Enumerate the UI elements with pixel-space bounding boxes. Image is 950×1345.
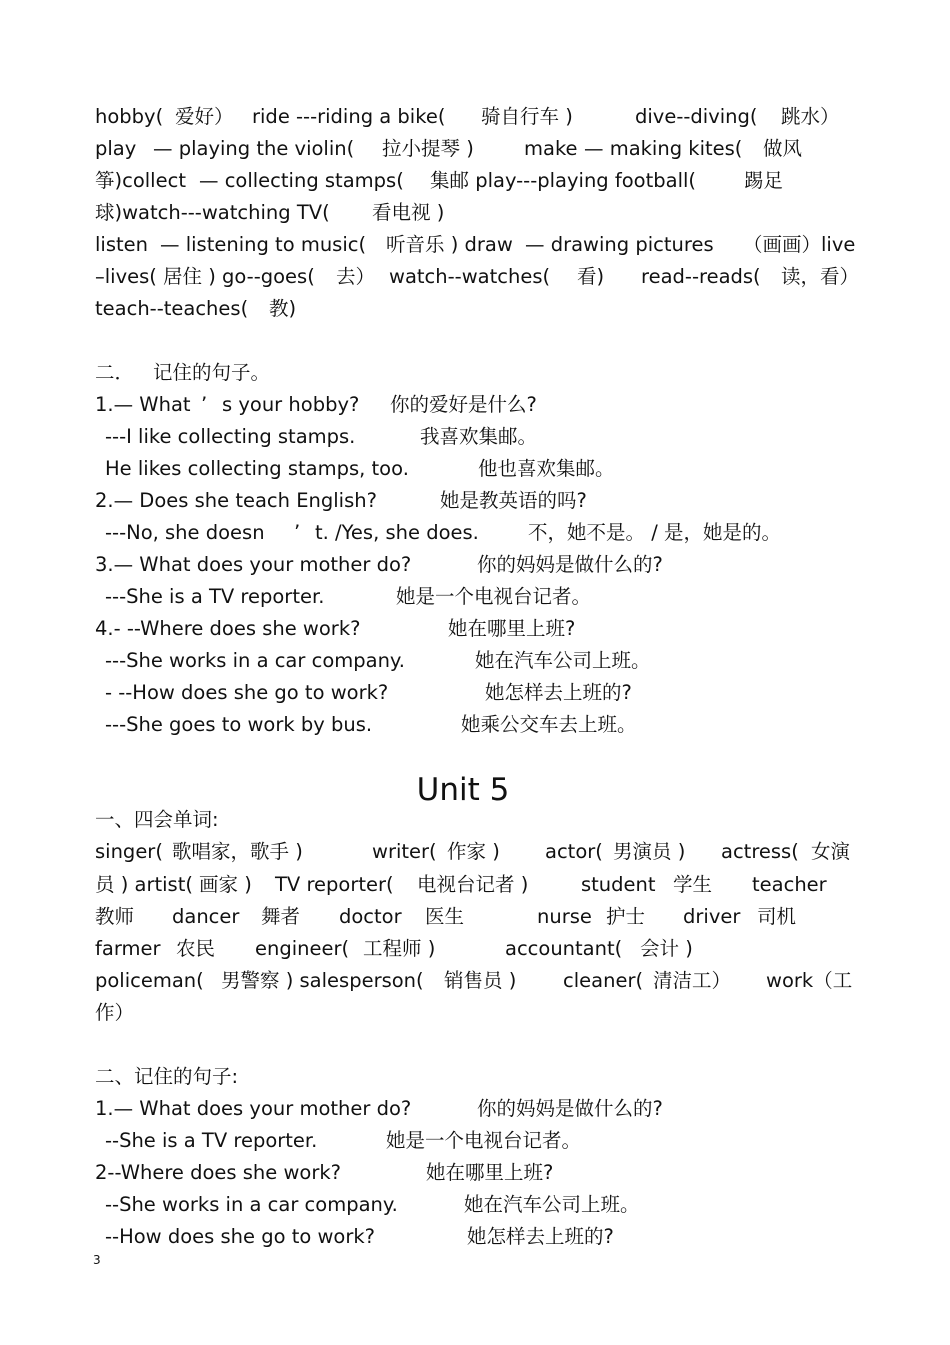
vocab-text: — collecting stamps( bbox=[199, 169, 404, 192]
vocab-text: 去） bbox=[336, 265, 376, 288]
vocab-text: 教师 bbox=[95, 905, 135, 928]
vocab-text: teacher bbox=[752, 873, 827, 896]
sentence-en: 1.— What does your mother do? bbox=[95, 1097, 412, 1120]
heading-number: 二． bbox=[95, 361, 135, 384]
vocab-text: singer( bbox=[95, 840, 163, 863]
vocab-text: 居住 ) go--goes( bbox=[163, 265, 315, 288]
vocab-text: read--reads( bbox=[641, 265, 761, 288]
vocab-text: 学生 bbox=[673, 873, 713, 896]
vocab-text: listen bbox=[95, 233, 148, 256]
vocab-text: 拉小提琴 ) bbox=[382, 137, 474, 160]
vocab-text: TV reporter( bbox=[275, 873, 394, 896]
sentence-zh: 她在汽车公司上班。 bbox=[464, 1193, 640, 1216]
vocab-text: 教) bbox=[269, 297, 297, 320]
vocab-text: 作） bbox=[95, 1001, 135, 1024]
vocab-text: dancer bbox=[172, 905, 240, 928]
sentence-zh: 你的妈妈是做什么的? bbox=[477, 553, 663, 576]
sentence-zh: 她在哪里上班? bbox=[426, 1161, 554, 1184]
vocab-text: 看) bbox=[577, 265, 605, 288]
unit-title: Unit 5 bbox=[416, 772, 510, 808]
sentence-en: ---She works in a car company. bbox=[105, 649, 405, 672]
sentence-zh: 她是教英语的吗? bbox=[440, 489, 587, 512]
vocab-text: work（工 bbox=[766, 969, 853, 992]
sentence-en: --She is a TV reporter. bbox=[105, 1129, 318, 1152]
sentence-en: s your hobby? bbox=[222, 393, 360, 416]
vocab-text: cleaner( bbox=[563, 969, 644, 992]
vocab-text: 电视台记者 ) bbox=[417, 873, 529, 896]
vocab-text: 骑自行车 ) bbox=[481, 105, 573, 128]
sentence-zh: 她乘公交车去上班。 bbox=[461, 713, 637, 736]
vocab-text: 舞者 bbox=[261, 905, 301, 928]
vocab-text: student bbox=[581, 873, 656, 896]
vocab-text: 司机 bbox=[757, 905, 797, 928]
vocab-text: — drawing pictures bbox=[525, 233, 714, 256]
vocab-text: — making kites( bbox=[584, 137, 743, 160]
vocab-text: teach--teaches( bbox=[95, 297, 249, 320]
vocab-text: 球)watch---watching TV( bbox=[95, 201, 330, 224]
sentence-en: 1.— What bbox=[95, 393, 191, 416]
vocab-text: engineer( bbox=[255, 937, 350, 960]
vocab-text: doctor bbox=[339, 905, 402, 928]
sentence-zh: 你的爱好是什么? bbox=[390, 393, 537, 416]
sentence-en: ---I like collecting stamps. bbox=[105, 425, 356, 448]
sentence-zh: 你的妈妈是做什么的? bbox=[477, 1097, 663, 1120]
apostrophe: ’ bbox=[201, 393, 208, 416]
vocab-text: — playing the violin( bbox=[153, 137, 355, 160]
vocab-text: 工程师 ) bbox=[363, 937, 436, 960]
sentence-zh: 她在汽车公司上班。 bbox=[475, 649, 651, 672]
sentence-en: - --How does she go to work? bbox=[105, 681, 389, 704]
vocab-text: 护士 bbox=[606, 905, 646, 928]
vocab-text: 医生 bbox=[425, 905, 465, 928]
sentence-zh: 她怎样去上班的? bbox=[467, 1225, 614, 1248]
vocab-text: ride ---riding a bike( bbox=[252, 105, 446, 128]
sentence-zh: 她在哪里上班? bbox=[448, 617, 576, 640]
sentence-en: 2.— Does she teach English? bbox=[95, 489, 377, 512]
sentence-zh: 她怎样去上班的? bbox=[485, 681, 632, 704]
vocab-text: 作家 ) bbox=[447, 840, 500, 863]
vocab-text: 筝)collect bbox=[95, 169, 186, 192]
sentence-zh: 他也喜欢集邮。 bbox=[478, 457, 615, 480]
sentence-en: --She works in a car company. bbox=[105, 1193, 398, 1216]
vocab-text: accountant( bbox=[505, 937, 623, 960]
vocab-text: 歌唱家，歌手 ) bbox=[172, 840, 303, 863]
vocab-line-6 bbox=[95, 1001, 135, 1049]
vocab-text: 女演 bbox=[811, 840, 851, 863]
vocab-text: 集邮 play---playing football( bbox=[430, 169, 697, 192]
vocab-text: 爱好） bbox=[175, 105, 234, 128]
sentence-en: ---She is a TV reporter. bbox=[105, 585, 325, 608]
sentence-en: 3.— What does your mother do? bbox=[95, 553, 412, 576]
sentence-zh: 我喜欢集邮。 bbox=[420, 425, 538, 448]
page-number: 3 bbox=[93, 1253, 101, 1267]
vocab-text: 踢足 bbox=[744, 169, 784, 192]
vocab-text: 看电视 ) bbox=[372, 201, 445, 224]
vocab-text: 画家 ) bbox=[199, 873, 252, 896]
vocab-text: 员 ) artist( bbox=[95, 873, 193, 896]
vocab-text: –lives( bbox=[95, 265, 157, 288]
vocab-text: 会计 ) bbox=[640, 937, 693, 960]
vocab-text: （画画）live bbox=[743, 233, 856, 256]
vocab-text: play bbox=[95, 137, 137, 160]
sentence-en: --How does she go to work? bbox=[105, 1225, 376, 1248]
sentence-zh: 她是一个电视台记者。 bbox=[386, 1129, 582, 1152]
heading-text: 一、四会单词: bbox=[95, 808, 219, 831]
vocab-text: 男警察 ) salesperson( bbox=[221, 969, 424, 992]
sentence-en: ---She goes to work by bus. bbox=[105, 713, 373, 736]
vocab-text: 销售员 ) bbox=[444, 969, 517, 992]
sentence-en: ---No, she doesn bbox=[105, 521, 265, 544]
vocab-text: farmer bbox=[95, 937, 161, 960]
vocab-text: actress( bbox=[721, 840, 799, 863]
sentence-zh: 她是一个电视台记者。 bbox=[396, 585, 592, 608]
sentence-en: He likes collecting stamps, too. bbox=[105, 457, 409, 480]
vocab-text: — listening to music( bbox=[160, 233, 367, 256]
sentence-en: 4.- --Where does she work? bbox=[95, 617, 361, 640]
vocab-text: 农民 bbox=[176, 937, 216, 960]
vocab-text: 跳水） bbox=[781, 105, 840, 128]
heading-text: 记住的句子。 bbox=[153, 361, 271, 384]
apostrophe: ’ bbox=[294, 521, 301, 544]
vocab-text: driver bbox=[683, 905, 741, 928]
vocab-line-7 bbox=[95, 297, 297, 369]
vocab-text: 读，看） bbox=[781, 265, 860, 288]
vocab-text: 男演员 ) bbox=[613, 840, 686, 863]
vocab-text: make bbox=[524, 137, 578, 160]
vocab-text: actor( bbox=[545, 840, 603, 863]
vocab-text: 做风 bbox=[763, 137, 803, 160]
vocab-text: watch--watches( bbox=[389, 265, 551, 288]
vocab-text: 听音乐 ) draw bbox=[386, 233, 513, 256]
vocab-text: hobby( bbox=[95, 105, 164, 128]
heading-text: 二、记住的句子: bbox=[95, 1065, 239, 1088]
sentence-zh: 不，她不是。 / 是，她是的。 bbox=[528, 521, 781, 544]
sentence-en: t. /Yes, she does. bbox=[315, 521, 479, 544]
vocab-text: 清洁工） bbox=[653, 969, 732, 992]
vocab-text: nurse bbox=[537, 905, 592, 928]
vocab-text: writer( bbox=[372, 840, 437, 863]
sentence-en: 2--Where does she work? bbox=[95, 1161, 342, 1184]
vocab-text: dive--diving( bbox=[635, 105, 758, 128]
vocab-text: policeman( bbox=[95, 969, 204, 992]
